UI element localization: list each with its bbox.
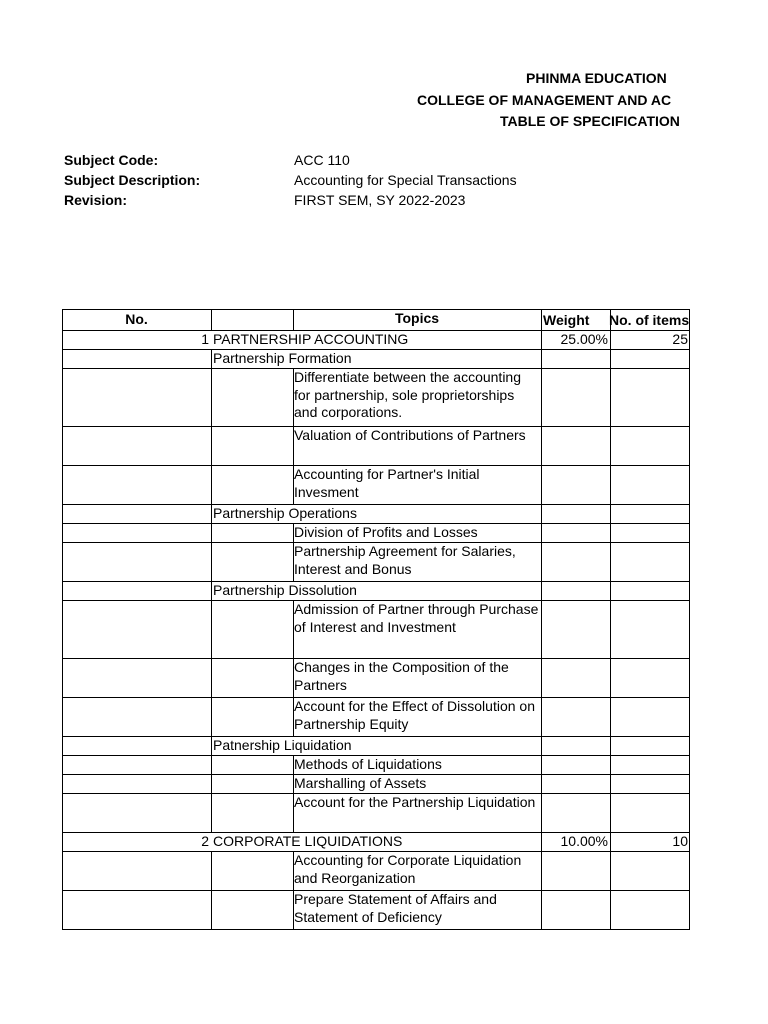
subsection-title: Partnership Dissolution: [213, 582, 357, 598]
column-header-topics: Topics: [394, 310, 440, 326]
topic-text: Accounting for Partner's Initial Invesment: [294, 466, 480, 500]
topic-text: Marshalling of Assets: [294, 775, 427, 791]
header-line-2: [0, 92, 768, 110]
subsection-title: Patnership Liquidation: [213, 737, 352, 753]
subsection-title: Partnership Formation: [213, 350, 352, 366]
topic-text: Changes in the Composition of the Partners: [294, 659, 509, 693]
topic-text: Account for the Effect of Dissolution on Partnership Equity: [294, 698, 535, 732]
table-row-border: [62, 581, 690, 582]
header-line-1: [0, 70, 768, 88]
items-value: 25: [672, 331, 688, 347]
document-title: TABLE OF SPECIFICATION: [500, 113, 680, 129]
column-header-items: No. of items: [609, 312, 690, 328]
header-line-3: [0, 113, 768, 131]
subject-description-value: Accounting for Special Transactions: [294, 172, 517, 188]
topic-text: Partnership Agreement for Salaries, Interest and Bonus: [294, 543, 516, 577]
table-row-border: [62, 349, 690, 350]
row-number: 2: [201, 833, 209, 849]
topic-text: Valuation of Contributions of Partners: [294, 427, 526, 443]
college-name: COLLEGE OF MANAGEMENT AND AC: [417, 92, 672, 108]
row-number: 1: [201, 331, 209, 347]
subject-code-label: Subject Code:: [64, 152, 159, 168]
topic-text: Prepare Statement of Affairs and Statement of Deficiency: [294, 891, 497, 925]
table-column-border: [689, 309, 690, 930]
specification-table: [62, 309, 690, 931]
table-row-border: [62, 929, 690, 930]
subject-description-label: Subject Description:: [64, 172, 201, 188]
weight-value: 10.00%: [560, 833, 608, 849]
topic-text: Methods of Liquidations: [294, 756, 442, 772]
table-column-border: [211, 851, 212, 930]
table-row-border: [62, 504, 690, 505]
topic-text: Account for the Partnership Liquidation: [294, 794, 536, 810]
topic-text: Division of Profits and Losses: [294, 524, 478, 540]
weight-value: 25.00%: [560, 331, 608, 347]
institution-name: PHINMA EDUCATION: [526, 70, 667, 86]
topic-text: Differentiate between the accounting for partnership, sole proprietorships and corporations.: [294, 369, 522, 420]
topic-text: Accounting for Corporate Liquidation and Reorganization: [294, 852, 522, 886]
table-column-border: [211, 309, 212, 331]
section-title: CORPORATE LIQUIDATIONS: [213, 833, 403, 849]
column-header-no: No.: [125, 311, 148, 327]
revision-value: FIRST SEM, SY 2022-2023: [294, 192, 466, 208]
topic-text: Admission of Partner through Purchase of Interest and Investment: [294, 601, 539, 635]
subsection-title: Partnership Operations: [213, 505, 357, 521]
section-title: PARTNERSHIP ACCOUNTING: [213, 331, 409, 347]
subject-code-value: ACC 110: [294, 152, 350, 168]
table-row-border: [62, 736, 690, 737]
table-column-border: [211, 349, 212, 833]
revision-label: Revision:: [64, 192, 128, 208]
column-header-weight: Weight: [543, 312, 590, 328]
items-value: 10: [672, 833, 688, 849]
